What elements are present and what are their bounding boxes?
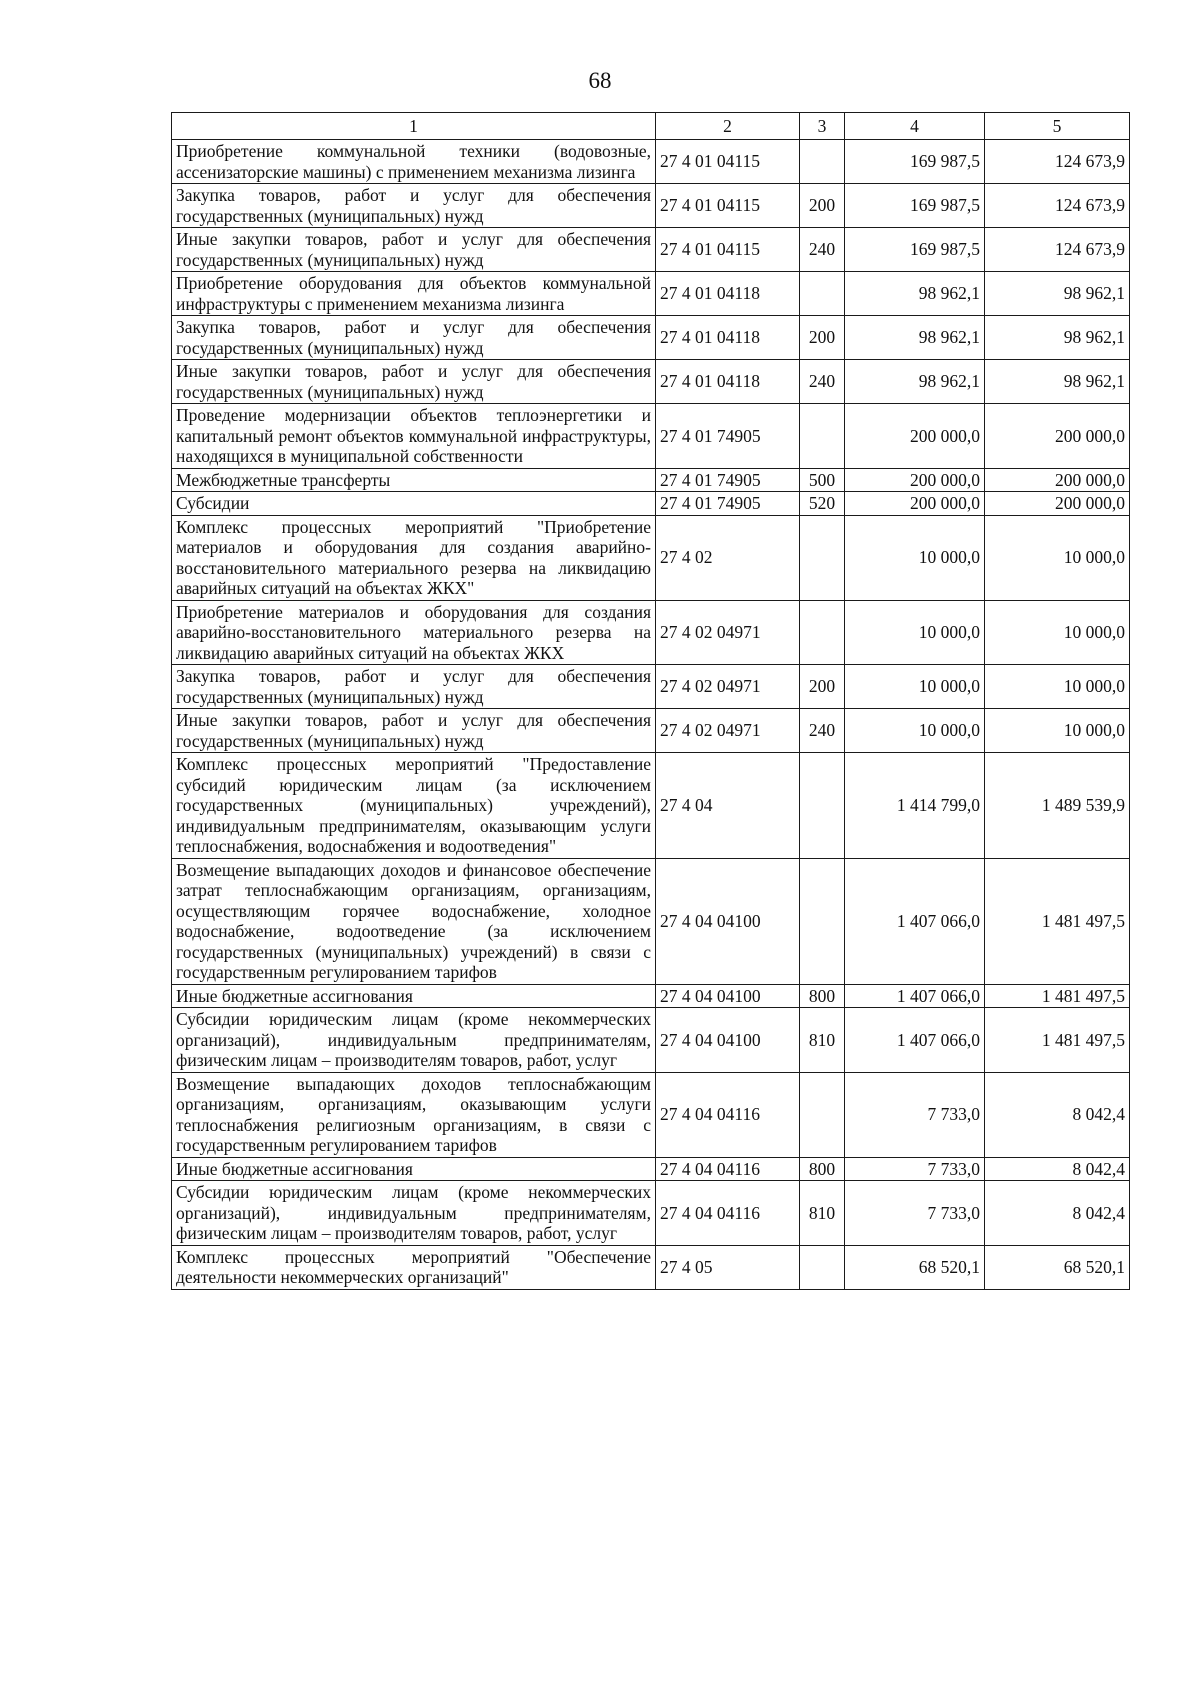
- row-value-col5-cell: 98 962,1: [985, 272, 1130, 316]
- row-value-col5-cell: 98 962,1: [985, 316, 1130, 360]
- table-row: [172, 1181, 1130, 1246]
- row-code-cell: 27 4 01 04115: [656, 228, 800, 272]
- row-code-cell: 27 4 02 04971: [656, 665, 800, 709]
- row-name-cell: Приобретение материалов и оборудования для создания аварийно-восстановительного материального резерва на ликвидацию аварийных ситуаций на объектах ЖКХ: [172, 600, 656, 665]
- row-code-cell: 27 4 01 04118: [656, 272, 800, 316]
- row-value-col5-cell: 1 481 497,5: [985, 984, 1130, 1008]
- row-name-cell: Закупка товаров, работ и услуг для обеспечения государственных (муниципальных) нужд: [172, 184, 656, 228]
- row-code-cell: 27 4 04 04100: [656, 1008, 800, 1073]
- table-row: [172, 858, 1130, 984]
- row-value-col5-cell: 124 673,9: [985, 140, 1130, 184]
- row-code-cell: 27 4 02 04971: [656, 600, 800, 665]
- row-value-col4-cell: 7 733,0: [845, 1181, 985, 1246]
- column-header-1: 1: [172, 113, 656, 140]
- row-value-col4-cell: 98 962,1: [845, 272, 985, 316]
- row-code-cell: 27 4 01 74905: [656, 404, 800, 469]
- row-code-cell: 27 4 04 04100: [656, 984, 800, 1008]
- row-value-col4-cell: 10 000,0: [845, 665, 985, 709]
- row-value-col4-cell: 1 414 799,0: [845, 753, 985, 859]
- row-code-cell: 27 4 02: [656, 515, 800, 600]
- table-row: [172, 600, 1130, 665]
- row-value-col5-cell: 1 481 497,5: [985, 1008, 1130, 1073]
- row-value-col4-cell: 7 733,0: [845, 1072, 985, 1157]
- row-value-col5-cell: 200 000,0: [985, 404, 1130, 469]
- row-type-cell: 200: [800, 316, 845, 360]
- row-code-cell: 27 4 05: [656, 1245, 800, 1289]
- row-type-cell: 800: [800, 1157, 845, 1181]
- row-value-col4-cell: 169 987,5: [845, 228, 985, 272]
- row-name-cell: Субсидии юридическим лицам (кроме некоммерческих организаций), индивидуальным предпринимателям, физическим лицам – производителям товаров, работ, услуг: [172, 1008, 656, 1073]
- row-value-col5-cell: 124 673,9: [985, 228, 1130, 272]
- row-value-col4-cell: 1 407 066,0: [845, 984, 985, 1008]
- row-code-cell: 27 4 01 74905: [656, 492, 800, 516]
- row-type-cell: [800, 515, 845, 600]
- budget-table: [171, 112, 1130, 1290]
- row-code-cell: 27 4 04 04116: [656, 1072, 800, 1157]
- row-value-col4-cell: 169 987,5: [845, 184, 985, 228]
- row-type-cell: 200: [800, 184, 845, 228]
- row-value-col4-cell: 98 962,1: [845, 360, 985, 404]
- row-value-col4-cell: 68 520,1: [845, 1245, 985, 1289]
- row-type-cell: [800, 753, 845, 859]
- table-row: [172, 184, 1130, 228]
- row-type-cell: [800, 600, 845, 665]
- row-name-cell: Возмещение выпадающих доходов и финансовое обеспечение затрат теплоснабжающим организациям, организациям, осуществляющим горячее водоснабжение, холодное водоснабжение, водоотведение (за исключением государственных (муниципальных) учреждений) в связи с государственным регулированием тарифов: [172, 858, 656, 984]
- table-row: [172, 1072, 1130, 1157]
- row-code-cell: 27 4 04 04116: [656, 1157, 800, 1181]
- row-code-cell: 27 4 01 04118: [656, 316, 800, 360]
- row-value-col5-cell: 1 481 497,5: [985, 858, 1130, 984]
- table-row: [172, 709, 1130, 753]
- row-name-cell: Закупка товаров, работ и услуг для обеспечения государственных (муниципальных) нужд: [172, 316, 656, 360]
- row-name-cell: Закупка товаров, работ и услуг для обеспечения государственных (муниципальных) нужд: [172, 665, 656, 709]
- row-value-col5-cell: 200 000,0: [985, 492, 1130, 516]
- table-row: [172, 140, 1130, 184]
- row-type-cell: 810: [800, 1181, 845, 1246]
- table-row: [172, 360, 1130, 404]
- table-row: [172, 492, 1130, 516]
- table-row: [172, 984, 1130, 1008]
- row-value-col4-cell: 200 000,0: [845, 404, 985, 469]
- row-name-cell: Межбюджетные трансферты: [172, 468, 656, 492]
- column-header-4: 4: [845, 113, 985, 140]
- row-code-cell: 27 4 01 04115: [656, 184, 800, 228]
- page-number: 68: [588, 68, 612, 93]
- row-name-cell: Субсидии: [172, 492, 656, 516]
- table-row: [172, 515, 1130, 600]
- table-row: [172, 316, 1130, 360]
- table-row: [172, 272, 1130, 316]
- row-name-cell: Комплекс процессных мероприятий "Предоставление субсидий юридическим лицам (за исключением государственных (муниципальных) учреждений), индивидуальным предпринимателям, оказывающим услуги теплоснабжения, водоснабжения и водоотведения": [172, 753, 656, 859]
- row-type-cell: 200: [800, 665, 845, 709]
- row-name-cell: Проведение модернизации объектов теплоэнергетики и капитальный ремонт объектов коммунальной инфраструктуры, находящихся в муниципальной собственности: [172, 404, 656, 469]
- row-type-cell: [800, 404, 845, 469]
- row-type-cell: [800, 1072, 845, 1157]
- row-value-col5-cell: 10 000,0: [985, 665, 1130, 709]
- row-value-col5-cell: 10 000,0: [985, 709, 1130, 753]
- row-type-cell: [800, 272, 845, 316]
- row-name-cell: Возмещение выпадающих доходов теплоснабжающим организациям, организациям, оказывающим услуги теплоснабжения религиозным организациям, в связи с государственным регулированием тарифов: [172, 1072, 656, 1157]
- row-type-cell: 800: [800, 984, 845, 1008]
- row-value-col5-cell: 68 520,1: [985, 1245, 1130, 1289]
- table-header: [172, 113, 1130, 140]
- row-type-cell: [800, 1245, 845, 1289]
- row-code-cell: 27 4 04 04116: [656, 1181, 800, 1246]
- row-value-col4-cell: 200 000,0: [845, 468, 985, 492]
- row-type-cell: [800, 858, 845, 984]
- row-name-cell: Иные закупки товаров, работ и услуг для обеспечения государственных (муниципальных) нужд: [172, 228, 656, 272]
- row-name-cell: Приобретение оборудования для объектов коммунальной инфраструктуры с применением механизма лизинга: [172, 272, 656, 316]
- row-value-col4-cell: 10 000,0: [845, 515, 985, 600]
- column-header-5: 5: [985, 113, 1130, 140]
- row-value-col5-cell: 1 489 539,9: [985, 753, 1130, 859]
- row-name-cell: Иные закупки товаров, работ и услуг для обеспечения государственных (муниципальных) нужд: [172, 360, 656, 404]
- table-row: [172, 665, 1130, 709]
- row-name-cell: Субсидии юридическим лицам (кроме некоммерческих организаций), индивидуальным предпринимателям, физическим лицам – производителям товаров, работ, услуг: [172, 1181, 656, 1246]
- row-code-cell: 27 4 01 04115: [656, 140, 800, 184]
- table-row: [172, 468, 1130, 492]
- row-value-col5-cell: 8 042,4: [985, 1157, 1130, 1181]
- row-type-cell: 810: [800, 1008, 845, 1073]
- row-type-cell: [800, 140, 845, 184]
- row-name-cell: Комплекс процессных мероприятий "Приобретение материалов и оборудования для создания аварийно-восстановительного материального резерва на ликвидацию аварийных ситуаций на объектах ЖКХ": [172, 515, 656, 600]
- row-code-cell: 27 4 02 04971: [656, 709, 800, 753]
- header-row: [172, 113, 1130, 140]
- row-value-col5-cell: 8 042,4: [985, 1181, 1130, 1246]
- table-row: [172, 1157, 1130, 1181]
- row-type-cell: 240: [800, 360, 845, 404]
- table-body: [172, 140, 1130, 1290]
- row-value-col4-cell: 1 407 066,0: [845, 858, 985, 984]
- table-row: [172, 753, 1130, 859]
- row-type-cell: 240: [800, 228, 845, 272]
- row-type-cell: 240: [800, 709, 845, 753]
- row-value-col5-cell: 10 000,0: [985, 600, 1130, 665]
- row-code-cell: 27 4 01 04118: [656, 360, 800, 404]
- row-type-cell: 500: [800, 468, 845, 492]
- column-header-3: 3: [800, 113, 845, 140]
- row-value-col5-cell: 8 042,4: [985, 1072, 1130, 1157]
- row-value-col4-cell: 98 962,1: [845, 316, 985, 360]
- row-value-col5-cell: 10 000,0: [985, 515, 1130, 600]
- row-value-col5-cell: 200 000,0: [985, 468, 1130, 492]
- row-value-col5-cell: 98 962,1: [985, 360, 1130, 404]
- row-type-cell: 520: [800, 492, 845, 516]
- row-name-cell: Комплекс процессных мероприятий "Обеспечение деятельности некоммерческих организаций": [172, 1245, 656, 1289]
- table-row: [172, 1008, 1130, 1073]
- row-value-col4-cell: 1 407 066,0: [845, 1008, 985, 1073]
- table-row: [172, 404, 1130, 469]
- row-value-col4-cell: 7 733,0: [845, 1157, 985, 1181]
- table-row: [172, 228, 1130, 272]
- table-row: [172, 1245, 1130, 1289]
- row-name-cell: Иные бюджетные ассигнования: [172, 984, 656, 1008]
- row-name-cell: Приобретение коммунальной техники (водовозные, ассенизаторские машины) с применением механизма лизинга: [172, 140, 656, 184]
- row-value-col4-cell: 10 000,0: [845, 600, 985, 665]
- row-code-cell: 27 4 01 74905: [656, 468, 800, 492]
- row-name-cell: Иные бюджетные ассигнования: [172, 1157, 656, 1181]
- row-value-col4-cell: 10 000,0: [845, 709, 985, 753]
- column-header-2: 2: [656, 113, 800, 140]
- row-value-col4-cell: 200 000,0: [845, 492, 985, 516]
- row-code-cell: 27 4 04: [656, 753, 800, 859]
- row-value-col4-cell: 169 987,5: [845, 140, 985, 184]
- row-code-cell: 27 4 04 04100: [656, 858, 800, 984]
- row-value-col5-cell: 124 673,9: [985, 184, 1130, 228]
- row-name-cell: Иные закупки товаров, работ и услуг для обеспечения государственных (муниципальных) нужд: [172, 709, 656, 753]
